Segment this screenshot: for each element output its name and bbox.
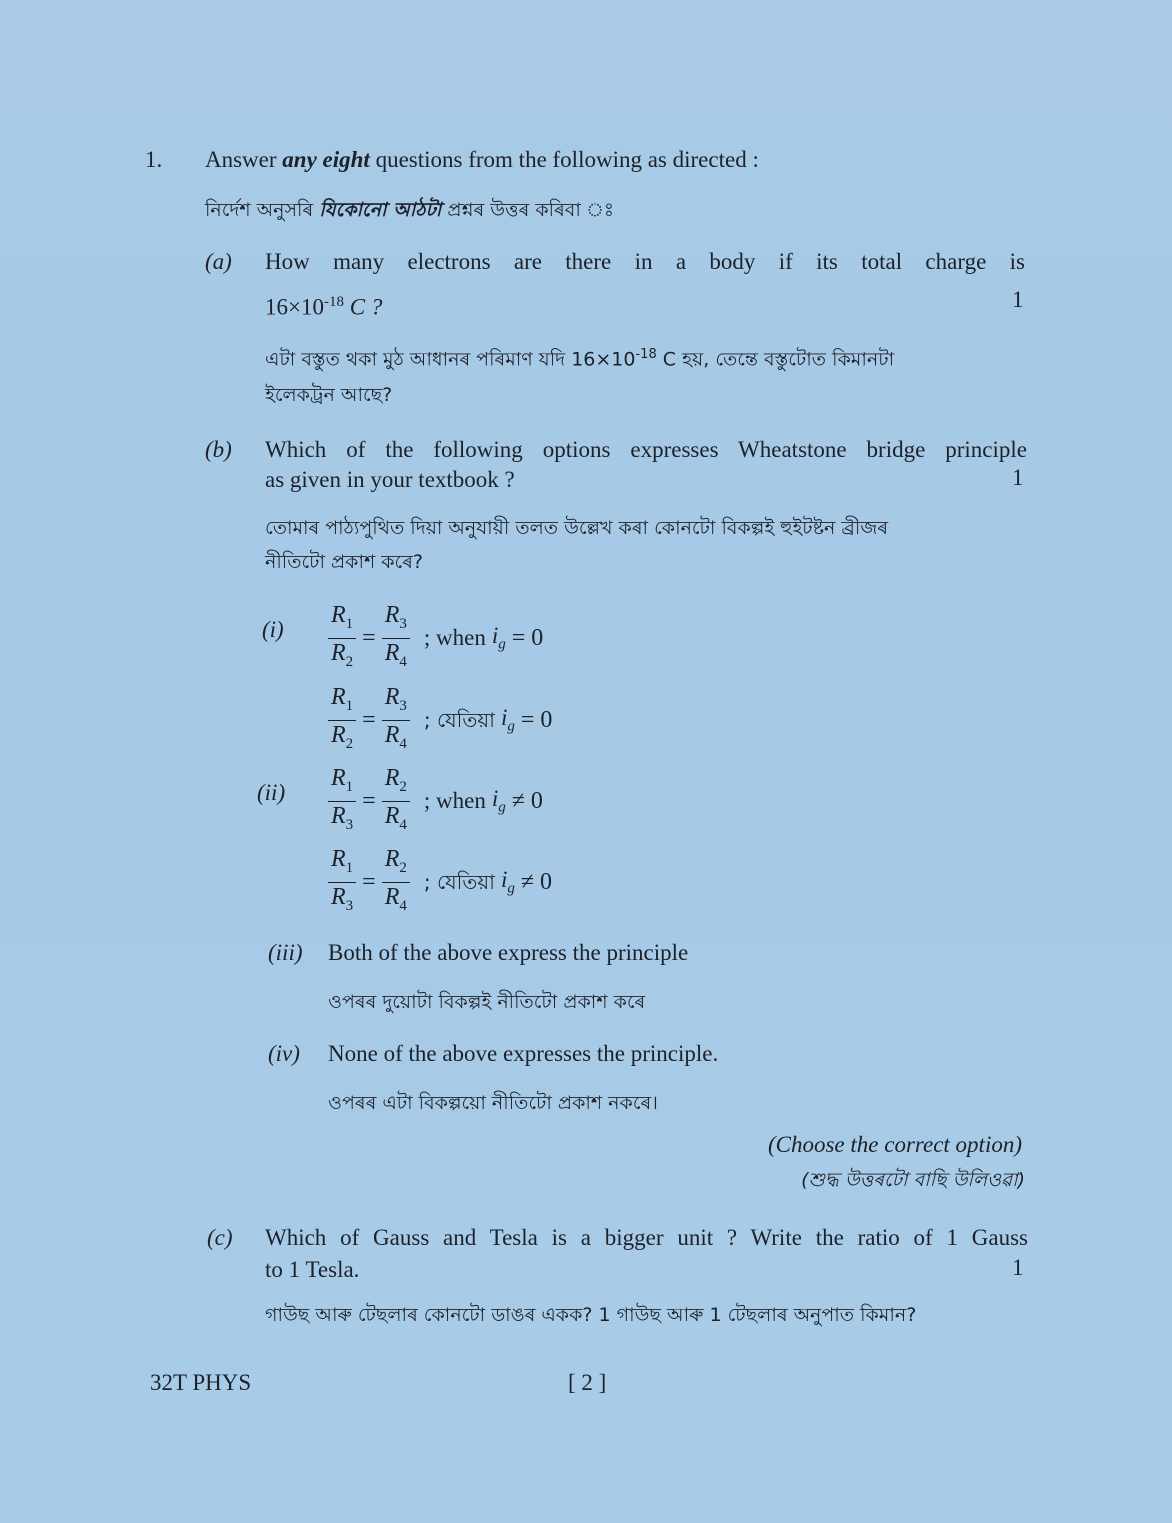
option-ii-label: (ii)	[257, 780, 286, 805]
option-iv-bn: ওপৰৰ এটা বিকল্পয়ো নীতিটো প্ৰকাশ নকৰে।	[328, 1092, 658, 1114]
part-c-label: (c)	[207, 1225, 233, 1250]
question-number: 1.	[145, 147, 163, 172]
instruction-en: Answer any eight questions from the following as directed :	[205, 147, 759, 172]
part-b-en-line2: as given in your textbook ?	[265, 467, 515, 492]
option-i-label: (i)	[262, 617, 284, 642]
fraction: $\frac{R_2}{R_4}$	[382, 764, 410, 839]
option-iii-bn: ওপৰৰ দুয়োটা বিকল্পই নীতিটো প্ৰকাশ কৰে	[328, 991, 646, 1013]
option-ii-equation-en: $\frac{R_1}{R_3}$ = $\frac{R_2}{R_4}$ ; when $i_g$ ≠ 0	[328, 764, 543, 839]
fraction: $\frac{R_1}{R_3}$	[328, 764, 356, 839]
part-c-en-line1: Which of Gauss and Tesla is a bigger unit ? Write the ratio of 1 Gauss	[265, 1225, 1028, 1250]
instruction-bn: নির্দেশ অনুসৰি যিকোনো আঠটা প্ৰশ্নৰ উত্তৰ কৰিবা ঃ	[205, 199, 615, 221]
option-iii-en: Both of the above express the principle	[328, 940, 689, 965]
part-b-bn-line1: তোমাৰ পাঠ্যপুথিত দিয়া অনুযায়ী তলত উল্লেখ কৰা কোনটো বিকল্পই হুইটষ্টন ব্ৰীজৰ	[265, 517, 889, 539]
option-iv-label: (iv)	[268, 1041, 300, 1066]
fraction: $\frac{R_3}{R_4}$	[382, 601, 410, 676]
part-a-label: (a)	[205, 249, 232, 274]
part-b-label: (b)	[205, 437, 232, 462]
part-c-bn-line1: গাউছ আৰু টেছলাৰ কোনটো ডাঙৰ একক? 1 গাউছ আৰু 1 টেছলাৰ অনুপাত কিমান?	[265, 1304, 917, 1326]
part-a-marks: 1	[1012, 287, 1024, 312]
fraction: $\frac{R_3}{R_4}$	[382, 683, 410, 758]
part-b-marks: 1	[1012, 465, 1024, 490]
fraction: $\frac{R_1}{R_3}$	[328, 845, 356, 920]
part-a-bn-line2: ইলেকট্ৰন আছে?	[265, 384, 393, 406]
choose-en: (Choose the correct option)	[767, 1132, 1022, 1157]
option-i-equation-bn: $\frac{R_1}{R_2}$ = $\frac{R_3}{R_4}$ ; যেতিয়া $i_g$ = 0	[328, 683, 552, 758]
fraction: $\frac{R_1}{R_2}$	[328, 601, 356, 676]
choose-bn: (শুদ্ধ উত্তৰটো বাছি উলিওৱা)	[801, 1169, 1025, 1191]
option-i-equation-en: $\frac{R_1}{R_2}$ = $\frac{R_3}{R_4}$ ; when $i_g$ = 0	[328, 601, 543, 676]
paper-code: 32T PHYS	[150, 1370, 252, 1395]
part-a-en-line1: How many electrons are there in a body if its total charge is	[265, 249, 1025, 274]
fraction: $\frac{R_2}{R_4}$	[382, 845, 410, 920]
option-iii-label: (iii)	[268, 940, 303, 965]
part-b-bn-line2: নীতিটো প্ৰকাশ কৰে?	[265, 551, 423, 573]
part-c-en-line2: to 1 Tesla.	[265, 1257, 360, 1282]
option-ii-equation-bn: $\frac{R_1}{R_3}$ = $\frac{R_2}{R_4}$ ; যেতিয়া $i_g$ ≠ 0	[328, 845, 552, 920]
page-number: [ 2 ]	[568, 1370, 607, 1395]
part-b-en-line1: Which of the following options expresses Wheatstone bridge principle	[265, 437, 1027, 462]
option-iv-en: None of the above expresses the principle.	[328, 1041, 719, 1066]
fraction: $\frac{R_1}{R_2}$	[328, 683, 356, 758]
part-c-marks: 1	[1012, 1255, 1024, 1280]
part-a-bn-line1: এটা বস্তুত থকা মুঠ আধানৰ পৰিমাণ যদি $16\times 10^{-18}$ C হয়, তেন্তে বস্তুটোত কিমানটা	[265, 347, 895, 371]
part-a-en-line2: $16\times 10^{-18}$ C ?	[265, 294, 383, 320]
